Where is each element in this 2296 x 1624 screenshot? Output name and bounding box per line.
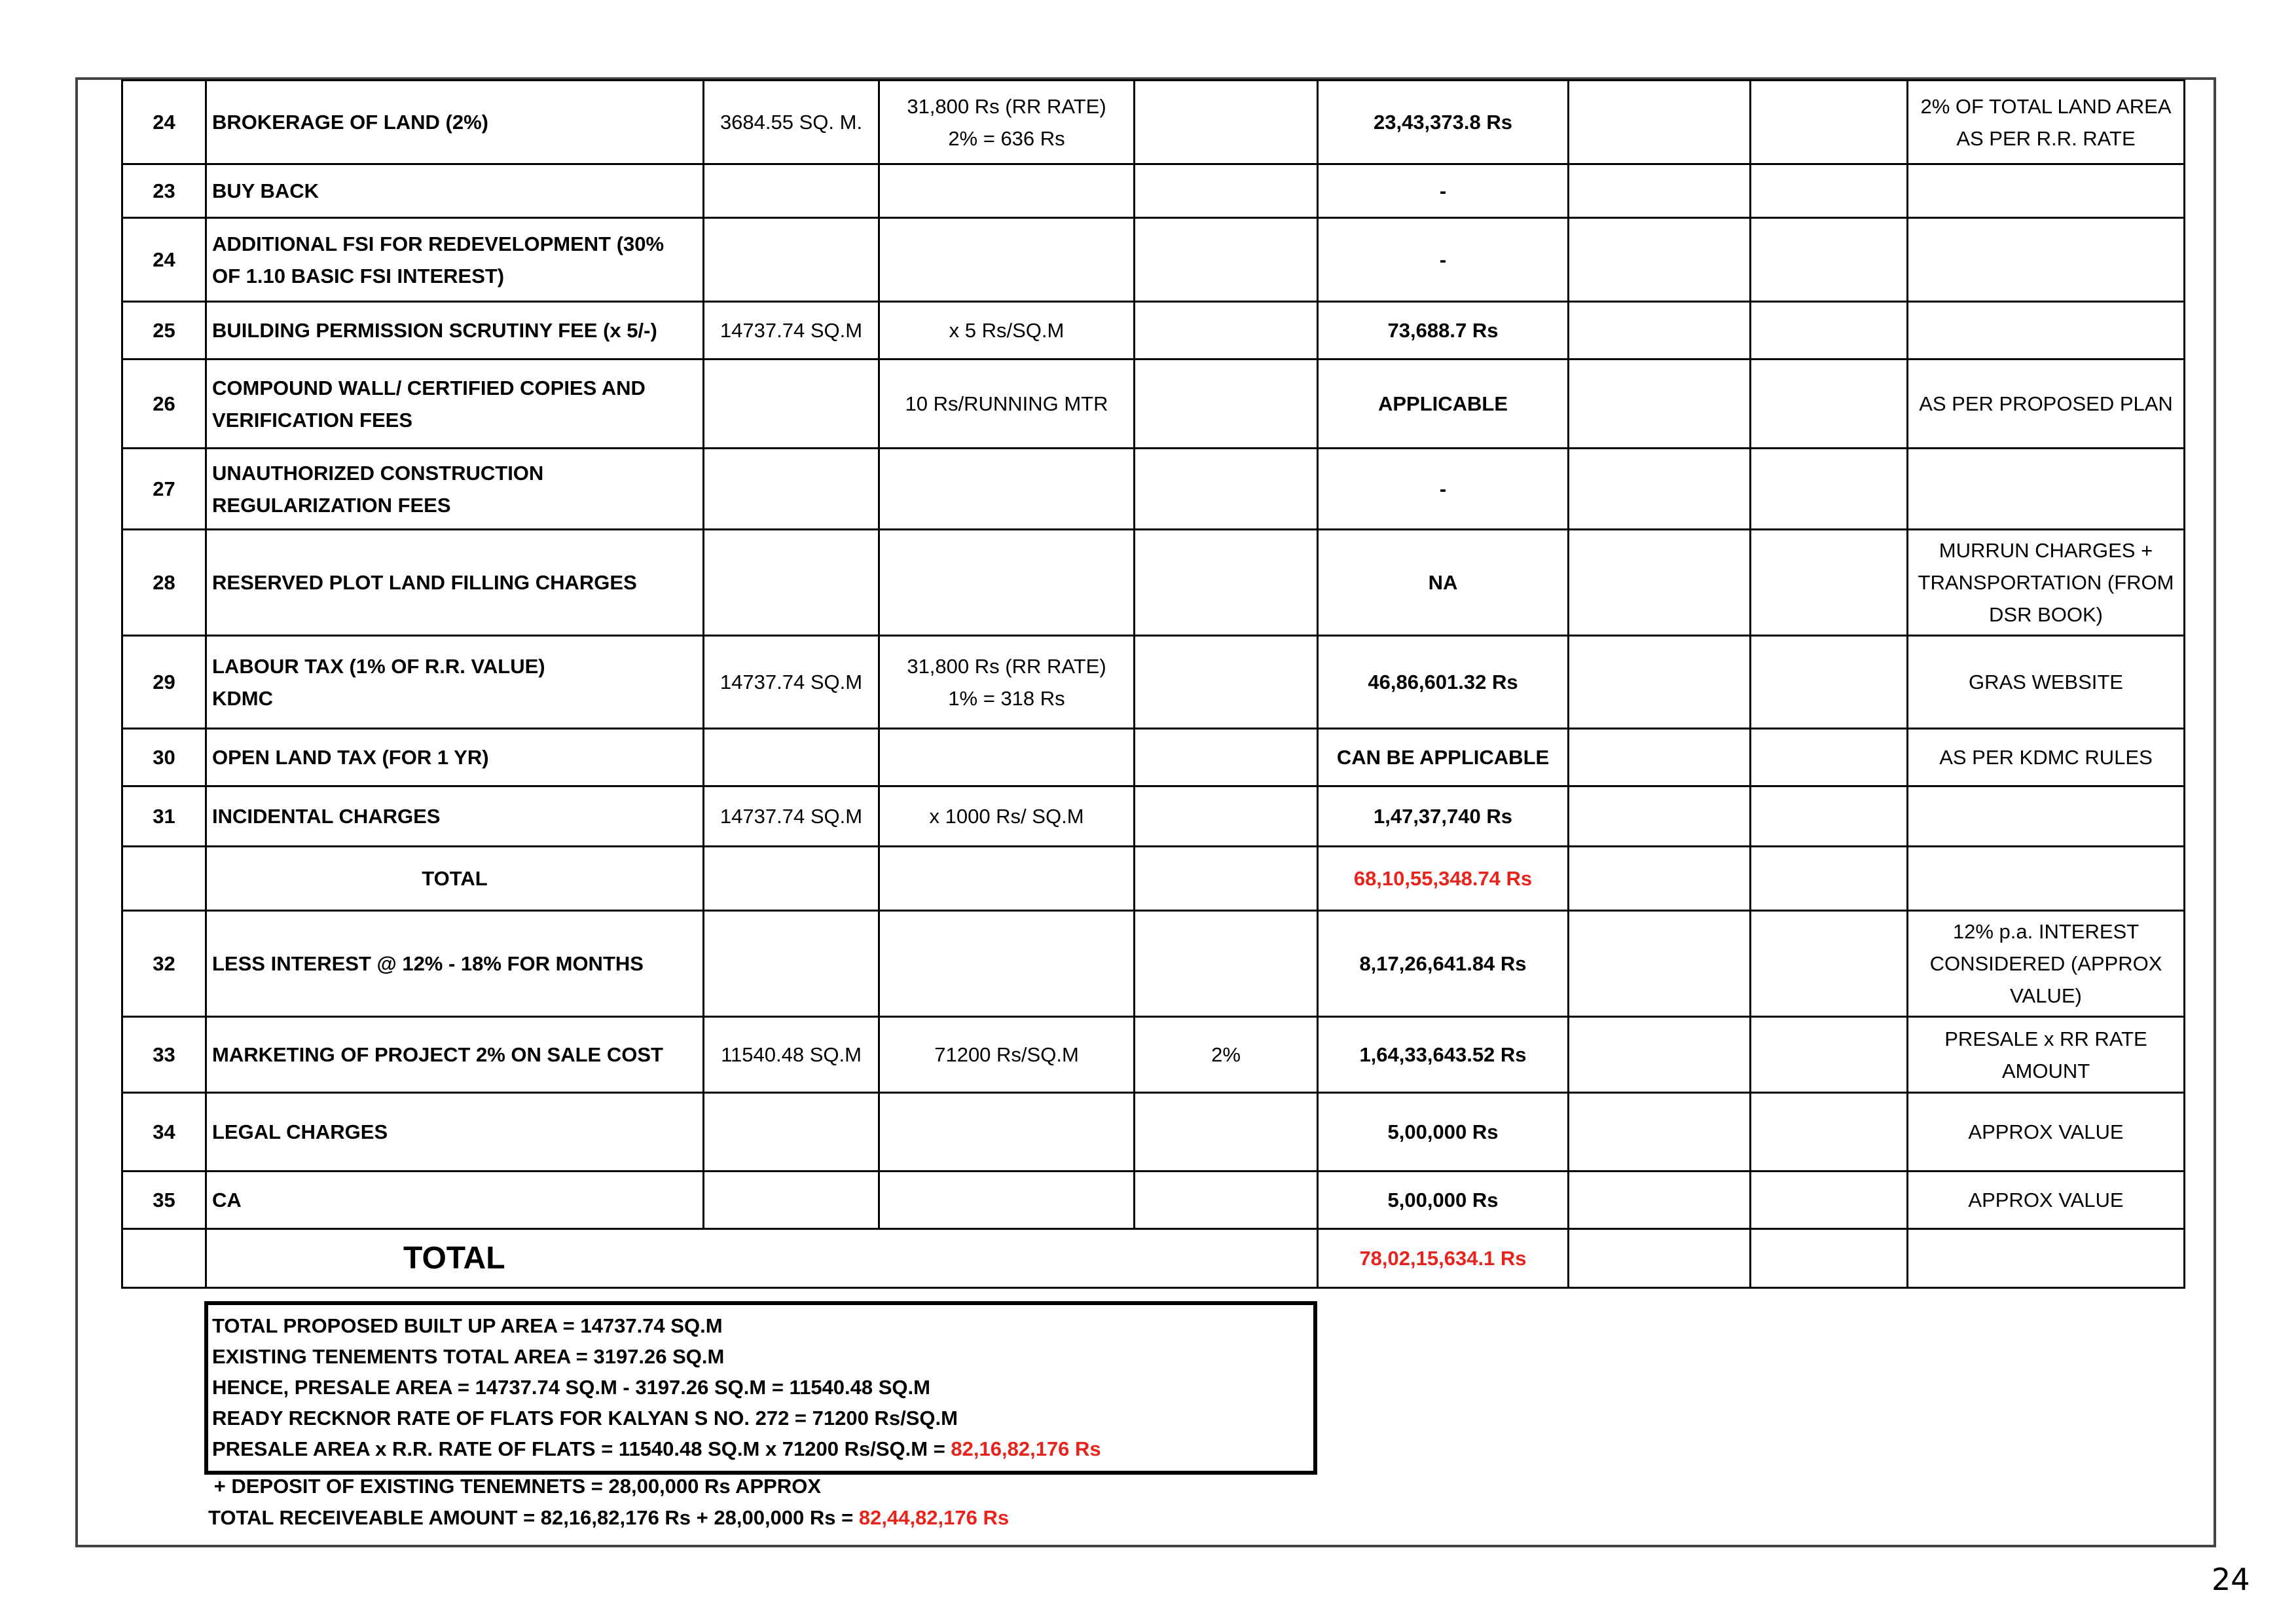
remark-cell — [1908, 449, 2185, 530]
amount-cell: 73,688.7 Rs — [1318, 302, 1569, 360]
remark-cell: 2% OF TOTAL LAND AREA AS PER R.R. RATE — [1908, 81, 2185, 164]
area-cell — [704, 530, 879, 636]
serial-number-cell: 23 — [122, 164, 206, 218]
table-row — [122, 530, 2185, 636]
area-cell: 14737.74 SQ.M — [704, 302, 879, 360]
cost-table — [121, 79, 2185, 1289]
serial-number-cell: 26 — [122, 360, 206, 449]
rate-cell: x 5 Rs/SQ.M — [879, 302, 1135, 360]
description-cell: COMPOUND WALL/ CERTIFIED COPIES AND VERIFICATION FEES — [206, 360, 704, 449]
rate-cell — [879, 164, 1135, 218]
description-cell: CA — [206, 1172, 704, 1229]
table-row — [122, 636, 2185, 729]
summary-rr-rate: READY RECKNOR RATE OF FLATS FOR KALYAN S NO. 272 = 71200 Rs/SQ.M — [212, 1407, 958, 1430]
serial-number-cell: 27 — [122, 449, 206, 530]
amount-cell: 1,47,37,740 Rs — [1318, 786, 1569, 847]
blank-cell — [1751, 1093, 1908, 1172]
subtotal-row — [122, 847, 2185, 911]
serial-number-cell: 24 — [122, 218, 206, 302]
area-cell: 14737.74 SQ.M — [704, 786, 879, 847]
blank-cell — [1751, 1172, 1908, 1229]
table-row — [122, 360, 2185, 449]
percent-cell — [1135, 729, 1318, 786]
table-row — [122, 218, 2185, 302]
amount-cell: 1,64,33,643.52 Rs — [1318, 1017, 1569, 1093]
percent-cell — [1135, 530, 1318, 636]
table-row — [122, 302, 2185, 360]
blank-cell — [1751, 786, 1908, 847]
rate-cell — [879, 911, 1135, 1017]
remark-cell — [1908, 786, 2185, 847]
remark-cell: GRAS WEBSITE — [1908, 636, 2185, 729]
serial-number-cell: 30 — [122, 729, 206, 786]
percent-cell: 2% — [1135, 1017, 1318, 1093]
total-receivable-amount: 82,44,82,176 Rs — [858, 1506, 1010, 1529]
rate-cell: 71200 Rs/SQ.M — [879, 1017, 1135, 1093]
total-receivable-line: TOTAL RECEIVEABLE AMOUNT = 82,16,82,176 Rs + 28,00,000 Rs = 82,44,82,176 Rs — [208, 1506, 1010, 1529]
area-cell: 11540.48 SQ.M — [704, 1017, 879, 1093]
area-cell: 3684.55 SQ. M. — [704, 81, 879, 164]
blank-cell — [1751, 636, 1908, 729]
serial-number-cell: 31 — [122, 786, 206, 847]
blank-cell — [1751, 1017, 1908, 1093]
blank-cell — [1908, 847, 2185, 911]
remark-cell: 12% p.a. INTEREST CONSIDERED (APPROX VALUE) — [1908, 911, 2185, 1017]
blank-cell — [1751, 449, 1908, 530]
summary-presale-amount: 82,16,82,176 Rs — [951, 1437, 1101, 1460]
grand-total-row — [122, 1229, 2185, 1288]
blank-cell — [1751, 729, 1908, 786]
blank-cell — [1569, 81, 1751, 164]
serial-number-cell: 25 — [122, 302, 206, 360]
blank-cell — [1569, 636, 1751, 729]
blank-cell — [1751, 218, 1908, 302]
blank-cell — [879, 847, 1135, 911]
table-row — [122, 1172, 2185, 1229]
percent-cell — [1135, 636, 1318, 729]
blank-cell — [1569, 1172, 1751, 1229]
table-row — [122, 81, 2185, 164]
area-cell — [704, 218, 879, 302]
blank-cell — [1569, 1017, 1751, 1093]
percent-cell — [1135, 911, 1318, 1017]
blank-cell — [1569, 1229, 1751, 1288]
blank-cell — [1569, 911, 1751, 1017]
amount-cell: - — [1318, 449, 1569, 530]
summary-presale-value: PRESALE AREA x R.R. RATE OF FLATS = 11540.48 SQ.M x 71200 Rs/SQ.M = 82,16,82,176 Rs — [212, 1437, 1101, 1460]
description-cell: OPEN LAND TAX (FOR 1 YR) — [206, 729, 704, 786]
serial-number-cell: 24 — [122, 81, 206, 164]
rate-cell — [879, 218, 1135, 302]
amount-cell: 5,00,000 Rs — [1318, 1093, 1569, 1172]
summary-presale-area: HENCE, PRESALE AREA = 14737.74 SQ.M - 3197.26 SQ.M = 11540.48 SQ.M — [212, 1376, 930, 1399]
blank-cell — [1751, 847, 1908, 911]
amount-cell: APPLICABLE — [1318, 360, 1569, 449]
blank-cell — [1751, 164, 1908, 218]
amount-cell: 46,86,601.32 Rs — [1318, 636, 1569, 729]
summary-existing-area: EXISTING TENEMENTS TOTAL AREA = 3197.26 SQ.M — [212, 1345, 725, 1368]
blank-cell — [1751, 302, 1908, 360]
area-cell — [704, 911, 879, 1017]
percent-cell — [1135, 164, 1318, 218]
blank-cell — [1569, 302, 1751, 360]
percent-cell — [1135, 302, 1318, 360]
remark-cell — [1908, 218, 2185, 302]
blank-cell — [1569, 449, 1751, 530]
blank-cell — [1751, 360, 1908, 449]
blank-cell — [1569, 729, 1751, 786]
blank-cell — [1751, 530, 1908, 636]
rate-cell — [879, 1093, 1135, 1172]
area-cell: 14737.74 SQ.M — [704, 636, 879, 729]
rate-cell: 31,800 Rs (RR RATE) 2% = 636 Rs — [879, 81, 1135, 164]
blank-cell — [1569, 218, 1751, 302]
table-row — [122, 729, 2185, 786]
area-cell — [704, 360, 879, 449]
description-cell: BUY BACK — [206, 164, 704, 218]
percent-cell — [1135, 360, 1318, 449]
rate-cell: 31,800 Rs (RR RATE) 1% = 318 Rs — [879, 636, 1135, 729]
blank-cell — [1908, 1229, 2185, 1288]
blank-cell — [1569, 786, 1751, 847]
area-cell — [704, 449, 879, 530]
percent-cell — [1135, 1172, 1318, 1229]
description-cell: BUILDING PERMISSION SCRUTINY FEE (x 5/-) — [206, 302, 704, 360]
serial-number-cell: 32 — [122, 911, 206, 1017]
blank-cell — [1569, 530, 1751, 636]
subtotal-label: TOTAL — [206, 847, 704, 911]
rate-cell — [879, 530, 1135, 636]
remark-cell: APPROX VALUE — [1908, 1093, 2185, 1172]
description-cell: UNAUTHORIZED CONSTRUCTION REGULARIZATION FEES — [206, 449, 704, 530]
amount-cell: - — [1318, 218, 1569, 302]
percent-cell — [1135, 218, 1318, 302]
table-row — [122, 786, 2185, 847]
rate-cell: x 1000 Rs/ SQ.M — [879, 786, 1135, 847]
summary-box — [204, 1301, 1317, 1475]
remark-cell: APPROX VALUE — [1908, 1172, 2185, 1229]
description-cell: INCIDENTAL CHARGES — [206, 786, 704, 847]
remark-cell: MURRUN CHARGES + TRANSPORTATION (FROM DSR BOOK) — [1908, 530, 2185, 636]
percent-cell — [1135, 449, 1318, 530]
blank-cell — [704, 847, 879, 911]
table-row — [122, 449, 2185, 530]
blank-cell — [1569, 164, 1751, 218]
percent-cell — [1135, 786, 1318, 847]
grand-total-label: TOTAL — [206, 1229, 1318, 1288]
blank-cell — [1569, 1093, 1751, 1172]
amount-cell: NA — [1318, 530, 1569, 636]
blank-cell — [122, 847, 206, 911]
amount-cell: - — [1318, 164, 1569, 218]
rate-cell — [879, 1172, 1135, 1229]
amount-cell: 5,00,000 Rs — [1318, 1172, 1569, 1229]
rate-cell — [879, 449, 1135, 530]
description-cell: MARKETING OF PROJECT 2% ON SALE COST — [206, 1017, 704, 1093]
serial-number-cell: 29 — [122, 636, 206, 729]
description-cell: RESERVED PLOT LAND FILLING CHARGES — [206, 530, 704, 636]
blank-cell — [1135, 847, 1318, 911]
receivable-block — [208, 1471, 1009, 1534]
description-cell: ADDITIONAL FSI FOR REDEVELOPMENT (30% OF 1.10 BASIC FSI INTEREST) — [206, 218, 704, 302]
rate-cell: 10 Rs/RUNNING MTR — [879, 360, 1135, 449]
table-row — [122, 1093, 2185, 1172]
description-cell: LESS INTEREST @ 12% - 18% FOR MONTHS — [206, 911, 704, 1017]
blank-cell — [1751, 81, 1908, 164]
description-cell: LEGAL CHARGES — [206, 1093, 704, 1172]
area-cell — [704, 1093, 879, 1172]
rate-cell — [879, 729, 1135, 786]
page-number: 24 — [2212, 1562, 2250, 1597]
serial-number-cell: 33 — [122, 1017, 206, 1093]
remark-cell — [1908, 302, 2185, 360]
area-cell — [704, 164, 879, 218]
blank-cell — [1569, 847, 1751, 911]
serial-number-cell: 34 — [122, 1093, 206, 1172]
percent-cell — [1135, 81, 1318, 164]
serial-number-cell: 28 — [122, 530, 206, 636]
blank-cell — [1751, 1229, 1908, 1288]
amount-cell: 8,17,26,641.84 Rs — [1318, 911, 1569, 1017]
area-cell — [704, 1172, 879, 1229]
remark-cell: PRESALE x RR RATE AMOUNT — [1908, 1017, 2185, 1093]
summary-built-up-area: TOTAL PROPOSED BUILT UP AREA = 14737.74 SQ.M — [212, 1314, 723, 1337]
amount-cell: CAN BE APPLICABLE — [1318, 729, 1569, 786]
blank-cell — [1751, 911, 1908, 1017]
serial-number-cell: 35 — [122, 1172, 206, 1229]
blank-cell — [122, 1229, 206, 1288]
percent-cell — [1135, 1093, 1318, 1172]
remark-cell: AS PER KDMC RULES — [1908, 729, 2185, 786]
blank-cell — [1569, 360, 1751, 449]
remark-cell: AS PER PROPOSED PLAN — [1908, 360, 2185, 449]
description-cell: LABOUR TAX (1% OF R.R. VALUE) KDMC — [206, 636, 704, 729]
table-row — [122, 164, 2185, 218]
subtotal-amount: 68,10,55,348.74 Rs — [1318, 847, 1569, 911]
table-row — [122, 1017, 2185, 1093]
amount-cell: 23,43,373.8 Rs — [1318, 81, 1569, 164]
area-cell — [704, 729, 879, 786]
deposit-line: + DEPOSIT OF EXISTING TENEMNETS = 28,00,000 Rs APPROX — [208, 1475, 822, 1498]
remark-cell — [1908, 164, 2185, 218]
description-cell: BROKERAGE OF LAND (2%) — [206, 81, 704, 164]
table-row — [122, 911, 2185, 1017]
grand-total-amount: 78,02,15,634.1 Rs — [1318, 1229, 1569, 1288]
